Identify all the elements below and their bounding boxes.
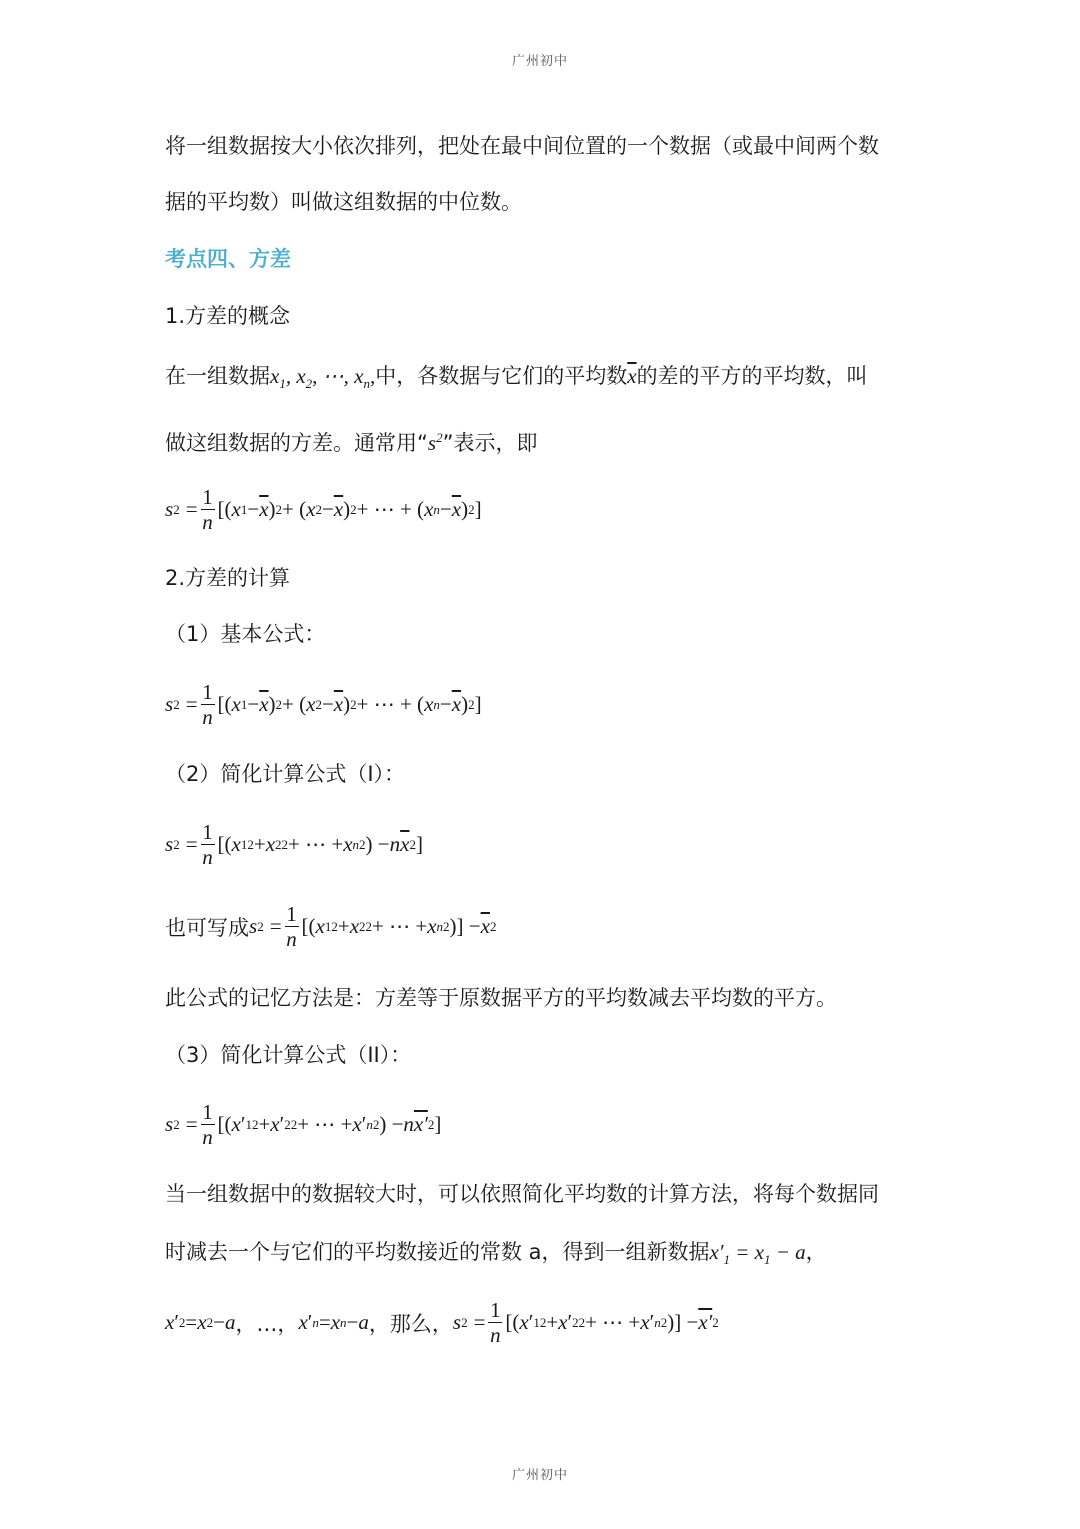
- data-set-expression: $x_1$, $x_2$, ⋯, $x_n$,: [270, 364, 376, 392]
- concept-line-2: [165, 422, 537, 459]
- simplified-formula-1: s 2 = $\frac{1}{n}$ [( x 1 2 + x 2 2 + ⋯ + x n 2 ) − n $\overline{x}$ 2 ]: [165, 820, 423, 869]
- variance-symbol: $s^2$: [427, 430, 443, 455]
- concept-text-e: ”表示，即: [442, 431, 538, 455]
- item1-title: 1.方差的概念: [165, 304, 291, 328]
- large-data-text-b: ，…，: [235, 1311, 299, 1336]
- large-data-text-c: ，那么，: [368, 1311, 453, 1336]
- large-data-text-a: 时减去一个与它们的平均数接近的常数 a，得到一组新数据: [165, 1240, 710, 1264]
- median-paragraph-line-2: 据的平均数）叫做这组数据的中位数。: [165, 190, 522, 214]
- also-write-label: 也可写成: [165, 915, 249, 940]
- concept-text-c: 的差的平方的平均数，叫: [636, 364, 868, 388]
- new-data-x1: $x'_1 = x_1 - a$: [709, 1240, 806, 1268]
- large-data-line-2: [165, 1236, 827, 1276]
- concept-line-1: [165, 360, 868, 400]
- median-paragraph-line-1: 将一组数据按大小依次排列，把处在最中间位置的一个数据（或最中间两个数: [165, 134, 879, 158]
- section-title: 考点四、方差: [165, 247, 291, 271]
- mean-symbol: $\overline{x}$: [627, 364, 637, 388]
- simplified1-label: （2）简化计算公式（I）：: [165, 762, 406, 786]
- page-footer: 广州初中: [511, 1468, 568, 1483]
- concept-text-b: 中，各数据与它们的平均数: [375, 364, 628, 388]
- concept-text-d: 做这组数据的方差。通常用“: [165, 431, 428, 455]
- large-data-line-1: 当一组数据中的数据较大时，可以依照简化平均数的计算方法，将每个数据同: [165, 1182, 879, 1206]
- basic-formula-label: （1）基本公式：: [165, 622, 326, 646]
- comma: ，: [805, 1240, 827, 1264]
- simplified-formula-2: s 2 = $\frac{1}{n}$ [( x ′ 1 2 + x ′ 2 2 + ⋯ + x ′ n 2 ) − n x′ 2 ]: [165, 1100, 442, 1149]
- concept-text-a: 在一组数据: [165, 364, 270, 388]
- item2-title: 2.方差的计算: [165, 566, 291, 590]
- basic-formula: s 2 = $\frac{1}{n}$ [( x 1 − $\overline{x}$ ) 2 + ( x 2 − $\overline{x}$ ) 2 + ⋯ + ( x n − $\overline{x}$ ) 2 ]: [165, 680, 482, 729]
- page-header: 广州初中: [511, 54, 568, 69]
- simplified2-label: （3）简化计算公式（II）：: [165, 1043, 412, 1067]
- alternate-formula-line: 也可写成 s 2 = $\frac{1}{n}$ [( x 1 2 + x 2 2 + ⋯ + x n 2 )] − $\overline{x}$ 2: [165, 902, 497, 951]
- memory-method: 此公式的记忆方法是：方差等于原数据平方的平均数减去平均数的平方。: [165, 986, 837, 1010]
- large-data-line-3: x ′ 2 = x 2 − a ，…， x ′ n = x n − a ，那么， s 2 = $\frac{1}{n}$ [( x ′ 1 2 + x ′ 2 2 + ⋯ + x ′ n 2 )] − x′ 2: [165, 1298, 719, 1347]
- variance-definition-formula: s 2 = $\frac{1}{n}$ [( x 1 − $\overline{x}$ ) 2 + ( x 2 − $\overline{x}$ ) 2 + ⋯ + ( x n − $\overline{x}$ ) 2 ]: [165, 485, 482, 534]
